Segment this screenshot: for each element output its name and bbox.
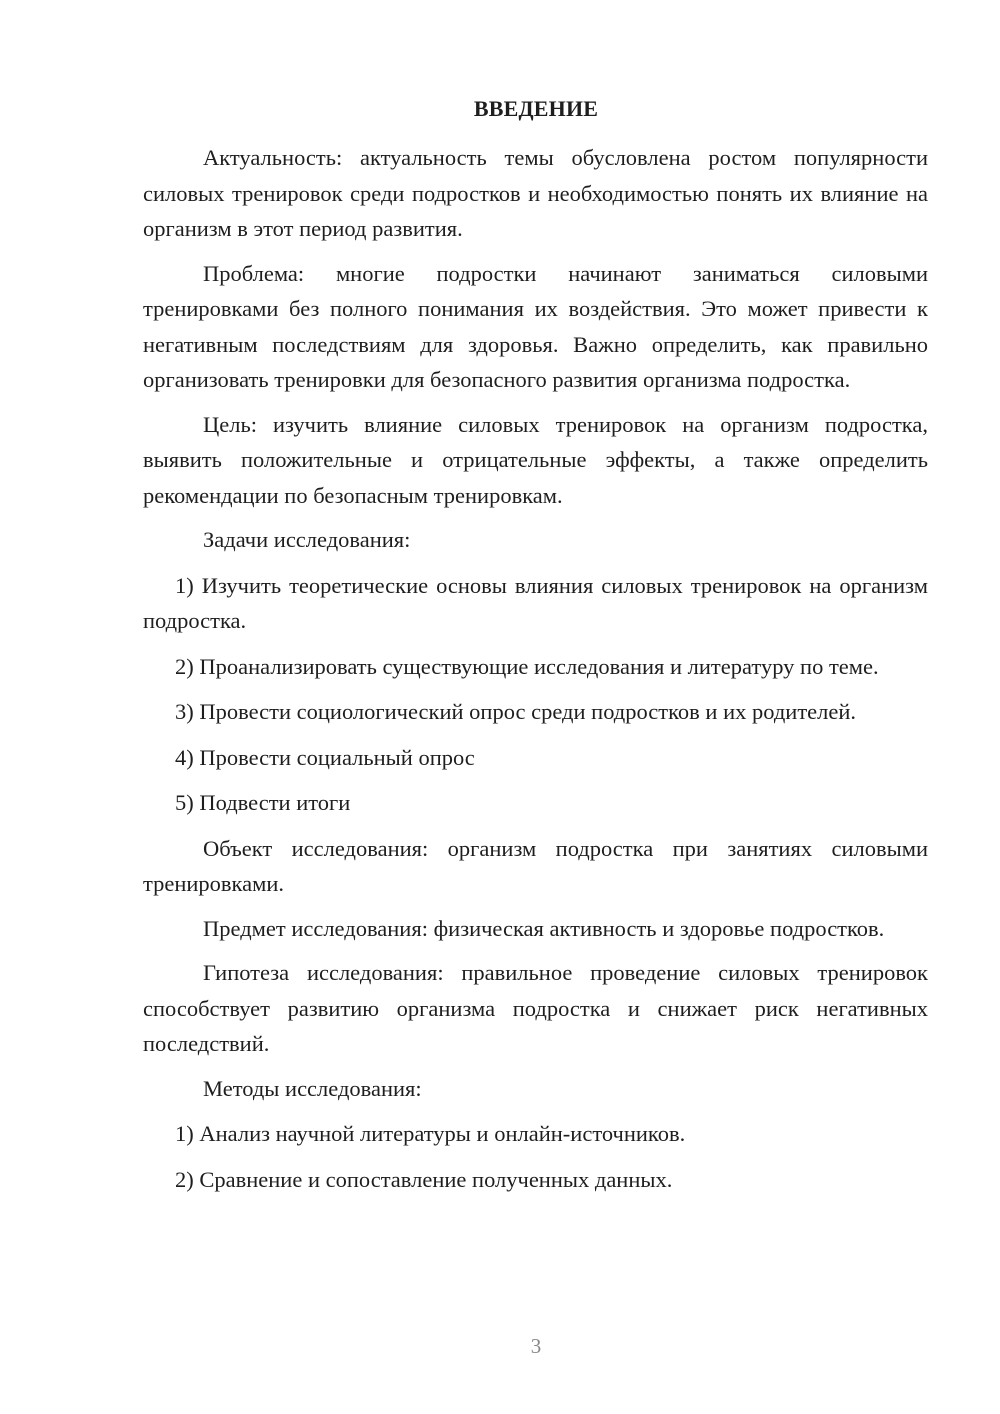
paragraph-goal: Цель: изучить влияние силовых тренировок на организм подростка, выявить положительные и отрицательные эффекты, а также определить рекомендации по безопасным тренировкам. [143, 411, 928, 508]
paragraph-hypothesis: Гипотеза исследования: правильное проведение силовых тренировок способствует развитию организма подростка и снижает риск негативных последствий. [143, 960, 928, 1056]
method-item-2: 2) Сравнение и сопоставление полученных данных. [175, 1166, 673, 1192]
paragraph-problem: Проблема: многие подростки начинают заниматься силовыми тренировками без полного понимания их воздействия. Это может привести к негативным последствиям для здоровья. Важно определить, как правильно организовать тренировки для безопасного развития организма подростка. [143, 260, 928, 392]
task-item-1: 1) Изучить теоретические основы влияния силовых тренировок на организм подростка. [143, 572, 928, 633]
paragraph-subject: Предмет исследования: физическая активность и здоровье подростков. [203, 915, 885, 941]
page-title: ВВЕДЕНИЕ [473, 96, 599, 121]
tasks-heading: Задачи исследования: [203, 527, 411, 552]
page-number: 3 [530, 1334, 542, 1358]
method-item-1: 1) Анализ научной литературы и онлайн-источников. [175, 1121, 686, 1146]
task-item-5: 5) Подвести итоги [175, 790, 351, 815]
document-body [143, 140, 928, 1207]
paragraph-object: Объект исследования: организм подростка при занятиях силовыми тренировками. [143, 835, 928, 896]
task-item-3: 3) Провести социологический опрос среди подростков и их родителей. [175, 699, 857, 724]
task-item-4: 4) Провести социальный опрос [175, 744, 475, 770]
methods-heading: Методы исследования: [203, 1075, 422, 1101]
task-item-2: 2) Проанализировать существующие исследования и литературу по теме. [175, 653, 879, 679]
paragraph-relevance: Актуальность: актуальность темы обусловлена ростом популярности силовых тренировок среди подростков и необходимостью понять их влияние на организм в этот период развития. [143, 145, 928, 241]
